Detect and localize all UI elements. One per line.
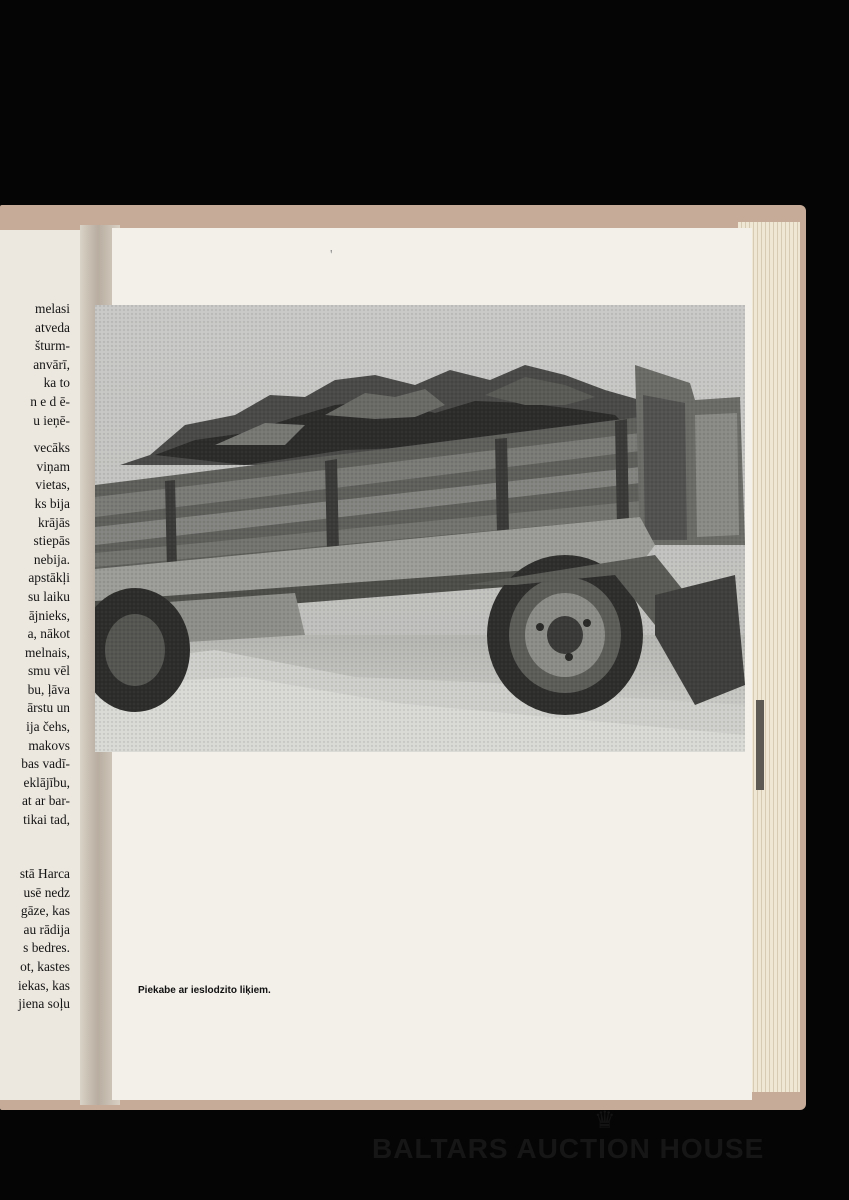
left-page-line: melasi (35, 301, 70, 316)
left-page-line: makovs (28, 737, 70, 753)
left-page-line: stā Harca (19, 866, 70, 881)
left-page-line: bas vadī- (21, 756, 70, 772)
left-page-line: usē nedz (23, 884, 70, 900)
left-page-line: viņam (36, 458, 70, 474)
left-page-line: gāze, kas (20, 903, 70, 919)
left-page-line: ka to (43, 375, 70, 391)
left-page-line: u ieņē- (33, 412, 70, 428)
left-page-line: ot, kastes (20, 958, 70, 974)
left-page-line (0, 430, 70, 439)
left-page-line: stiepās (33, 533, 70, 549)
spine-tag (756, 700, 764, 790)
left-page-line: ārstu un (27, 700, 70, 716)
left-page-line: ājnieks, (28, 607, 70, 623)
left-page-line: vecāks (33, 440, 70, 456)
left-page-line: ks bija (34, 495, 70, 511)
photo-caption: Piekabe ar ieslodzito liķiem. (138, 985, 271, 996)
left-page-line: n e d ē- (30, 393, 70, 409)
left-page-text-block-2 (0, 865, 70, 1014)
watermark-text: BALTARS AUCTION HOUSE (372, 1133, 765, 1164)
left-page-line: vietas, (35, 477, 70, 493)
left-page-line: eklājību, (23, 774, 70, 790)
left-page-line: melnais, (25, 644, 70, 660)
left-page-line: s bedres. (23, 940, 70, 956)
left-page-text-block-1 (0, 300, 70, 830)
left-page-line: bu, ļāva (27, 681, 70, 697)
left-page-line: atveda (35, 319, 70, 335)
left-page-line: anvārī, (33, 356, 70, 372)
left-page-line: tikai tad, (23, 812, 70, 828)
truck-trailer-photo (95, 305, 745, 752)
page-mark: ' (330, 248, 333, 263)
left-page-line: šturm- (35, 338, 70, 354)
left-page-line: at ar bar- (21, 793, 70, 809)
bleed-through-text (122, 758, 722, 962)
left-page-line: smu vēl (27, 663, 70, 679)
left-page-line: jiena soļu (18, 996, 70, 1012)
left-page-line: krājās (38, 514, 70, 530)
left-page-line: su laiku (27, 588, 70, 604)
left-page-line: au rādija (23, 921, 70, 937)
left-page-line: a, nākot (27, 626, 70, 642)
left-page-line: apstākļi (28, 570, 70, 586)
left-page-line: iekas, kas (17, 977, 70, 993)
left-page-line: nebija. (33, 551, 70, 567)
crown-icon: ♛ (594, 1108, 616, 1134)
left-page-line: ija čehs, (26, 719, 70, 735)
